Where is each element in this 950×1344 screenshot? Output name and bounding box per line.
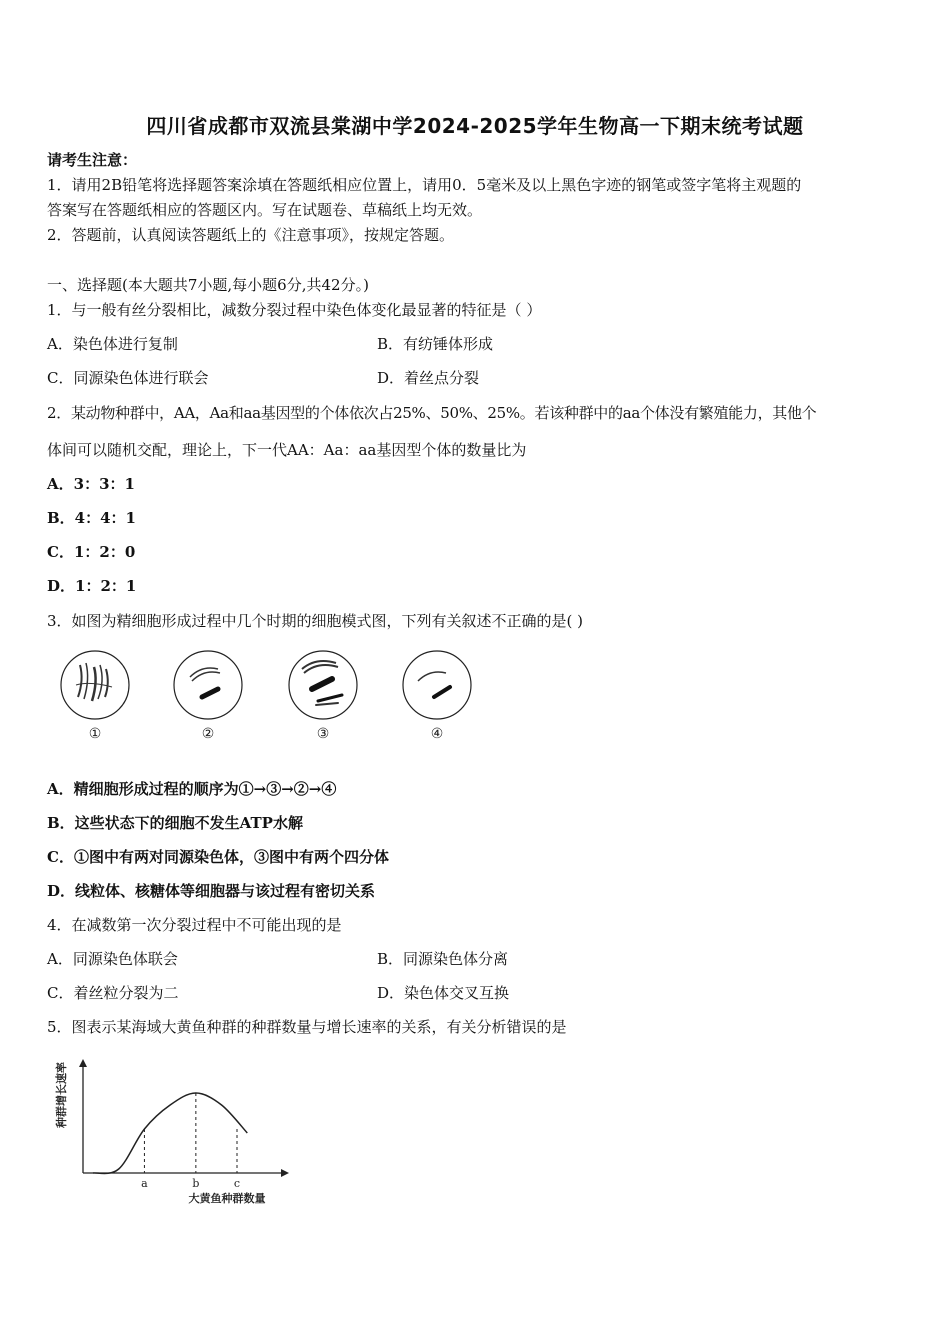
q1-option-a: A．染色体进行复制 — [47, 335, 178, 353]
cell-4-diagram — [403, 651, 471, 719]
q1-stem: 1．与一般有丝分裂相比，减数分裂过程中染色体变化最显著的特征是（ ） — [47, 301, 542, 319]
chart-axes — [79, 1059, 289, 1177]
cell-label-2: ② — [201, 726, 215, 742]
q2-option-c: C．1：2：0 — [47, 543, 136, 561]
x-tick-label-a: a — [141, 1177, 148, 1190]
q5-stem: 5．图表示某海域大黄鱼种群的种群数量与增长速率的关系，有关分析错误的是 — [47, 1018, 567, 1036]
notice-line-3: 2．答题前，认真阅读答题纸上的《注意事项》，按规定答题。 — [47, 226, 455, 244]
q4-option-d: D．染色体交叉互换 — [377, 984, 510, 1002]
q2-option-a: A．3：3：1 — [47, 475, 135, 493]
cell-1-diagram — [61, 651, 129, 719]
q2-stem-line2: 体间可以随机交配，理论上，下一代AA：Aa：aa基因型个体的数量比为 — [47, 441, 527, 459]
cell-3-diagram — [289, 651, 357, 719]
cell-diagram-figure — [50, 645, 490, 750]
cell-label-4: ④ — [430, 726, 444, 742]
x-tick-label-b: b — [192, 1177, 200, 1190]
section-heading: 一、选择题(本大题共7小题,每小题6分,共42分。) — [47, 276, 369, 294]
notice-heading: 请考生注意： — [47, 151, 138, 169]
q4-option-c: C．着丝粒分裂为二 — [47, 984, 179, 1002]
q1-option-c: C．同源染色体进行联会 — [47, 369, 209, 387]
growth-rate-chart — [55, 1055, 295, 1215]
x-axis-label: 大黄鱼种群数量 — [188, 1192, 266, 1205]
y-axis-label: 种群增长速率 — [55, 1062, 68, 1128]
q1-option-b: B．有纺锤体形成 — [377, 335, 494, 353]
x-axis-arrow-icon — [281, 1169, 289, 1177]
cell-2-diagram — [174, 651, 242, 719]
notice-line-2: 答案写在答题纸相应的答题区内。写在试题卷、草稿纸上均无效。 — [47, 201, 483, 219]
q1-option-d: D．着丝点分裂 — [377, 369, 480, 387]
q3-stem: 3．如图为精细胞形成过程中几个时期的细胞模式图，下列有关叙述不正确的是( ) — [47, 612, 584, 630]
q2-option-b: B．4：4：1 — [47, 509, 136, 527]
y-axis-arrow-icon — [79, 1059, 87, 1067]
q4-option-a: A．同源染色体联会 — [47, 950, 178, 968]
q4-option-b: B．同源染色体分离 — [377, 950, 509, 968]
cell-label-1: ① — [88, 726, 102, 742]
q2-stem-line1: 2．某动物种群中，AA，Aa和aa基因型的个体依次占25%、50%、25%。若该种群中的aa个体没有繁殖能力，其他个 — [47, 404, 817, 422]
series-line — [93, 1093, 247, 1174]
q3-option-a: A．精细胞形成过程的顺序为①→③→②→④ — [47, 780, 337, 798]
page-title: 四川省成都市双流县棠湖中学2024-2025学年生物高一下期末统考试题 — [146, 114, 804, 138]
cell-label-3: ③ — [316, 726, 330, 742]
q3-option-b: B．这些状态下的细胞不发生ATP水解 — [47, 814, 303, 832]
q3-option-d: D．线粒体、核糖体等细胞器与该过程有密切关系 — [47, 882, 376, 900]
q3-option-c: C．①图中有两对同源染色体，③图中有两个四分体 — [47, 848, 389, 866]
q2-option-d: D．1：2：1 — [47, 577, 137, 595]
q4-stem: 4．在减数第一次分裂过程中不可能出现的是 — [47, 916, 342, 934]
notice-line-1: 1．请用2B铅笔将选择题答案涂填在答题纸相应位置上，请用0．5毫米及以上黑色字迹的钢笔或签字笔将主观题的 — [47, 176, 802, 194]
x-tick-label-c: c — [233, 1177, 241, 1190]
